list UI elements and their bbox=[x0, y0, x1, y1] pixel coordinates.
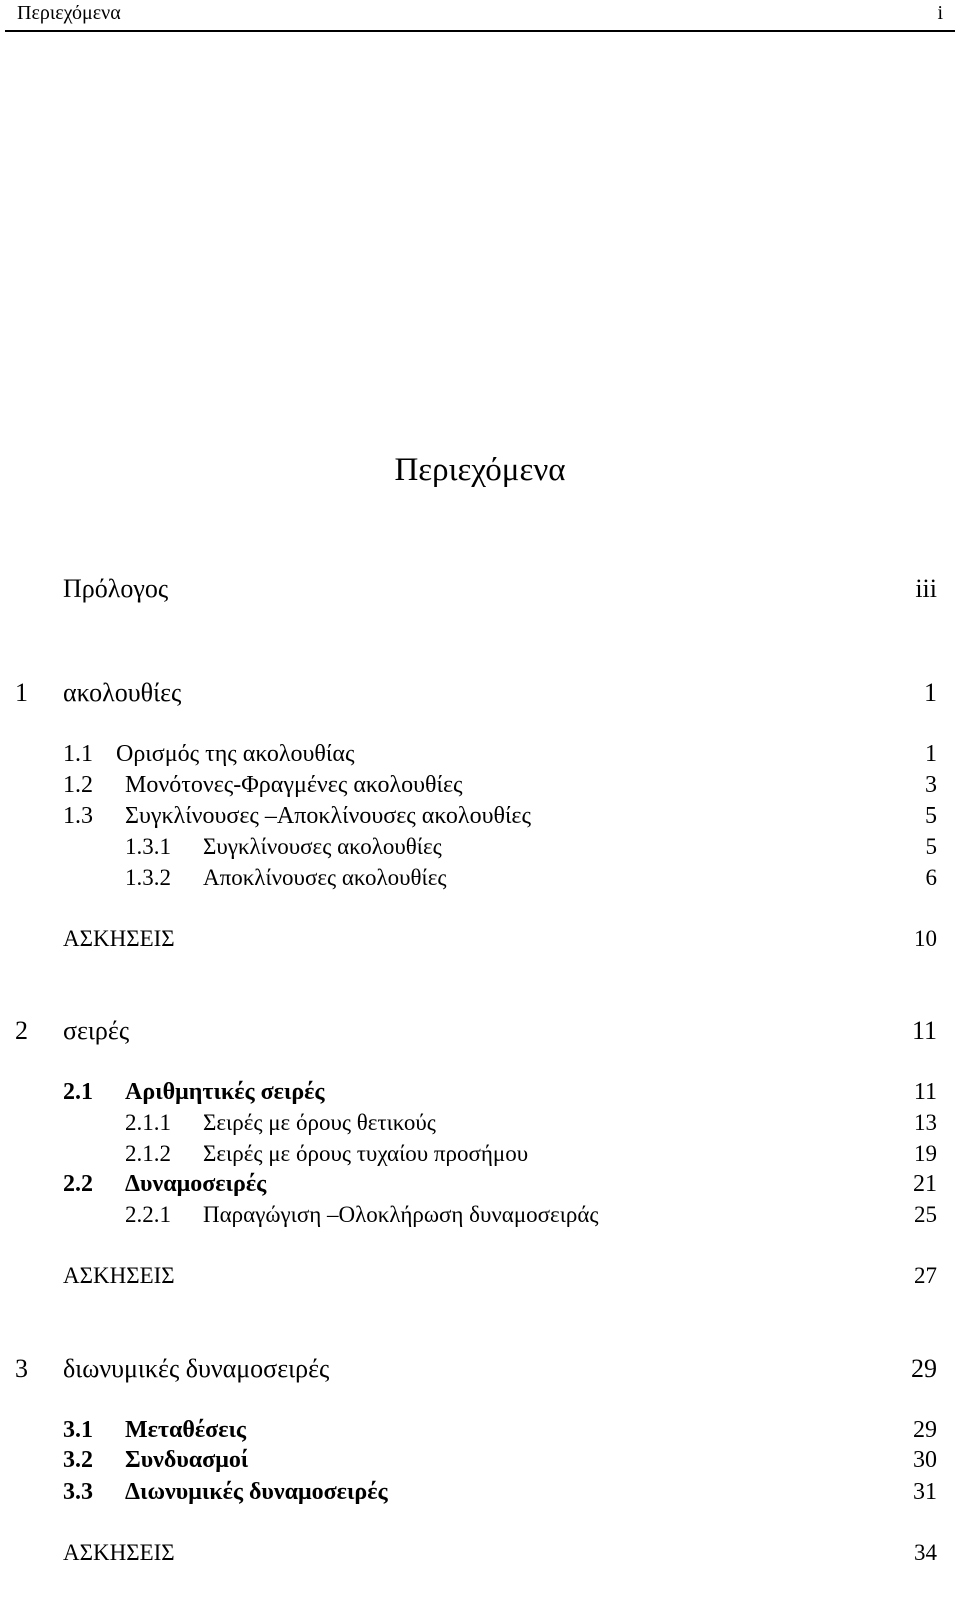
toc-section-3-1[interactable] bbox=[0, 1417, 960, 1449]
toc-subsection-1-3-2[interactable] bbox=[0, 865, 960, 897]
section-title: Αριθμητικές σειρές bbox=[125, 1079, 325, 1105]
section-number: 3.1 bbox=[63, 1417, 93, 1443]
subsection-number: 2.1.2 bbox=[125, 1141, 171, 1166]
section-page: 21 bbox=[913, 1171, 937, 1197]
subsection-title: Παραγώγιση –Ολοκλήρωση δυναμοσειράς bbox=[203, 1202, 599, 1227]
subsection-number: 2.1.1 bbox=[125, 1110, 171, 1135]
chapter-page: 1 bbox=[924, 678, 937, 707]
toc-chapter-1[interactable] bbox=[0, 678, 960, 710]
toc-entry-prologue[interactable] bbox=[0, 574, 960, 606]
chapter-number: 1 bbox=[15, 678, 28, 707]
toc-chapter-2[interactable] bbox=[0, 1016, 960, 1048]
subsection-title: Σειρές με όρους τυχαίου προσήμου bbox=[203, 1141, 529, 1166]
toc-section-3-2[interactable] bbox=[0, 1447, 960, 1479]
chapter-title: ακολουθίες bbox=[63, 678, 182, 707]
toc-section-1-2[interactable] bbox=[0, 772, 960, 804]
section-page: 31 bbox=[913, 1479, 937, 1505]
exercises-label: ΑΣΚΗΣΕΙΣ bbox=[63, 1263, 175, 1288]
subsection-number: 2.2.1 bbox=[125, 1202, 171, 1227]
subsection-page: 6 bbox=[925, 865, 937, 890]
section-title: Διωνυμικές δυναμοσειρές bbox=[125, 1479, 388, 1505]
toc-section-1-1[interactable] bbox=[0, 741, 960, 773]
subsection-page: 13 bbox=[914, 1110, 937, 1135]
toc-section-3-3[interactable] bbox=[0, 1479, 960, 1511]
toc-subsection-2-1-2[interactable] bbox=[0, 1141, 960, 1173]
toc-exercises-2[interactable] bbox=[0, 1263, 960, 1295]
toc-section-2-2[interactable] bbox=[0, 1171, 960, 1203]
toc-subsection-1-3-1[interactable] bbox=[0, 834, 960, 866]
chapter-title: διωνυμικές δυναμοσειρές bbox=[63, 1354, 330, 1383]
chapter-title: σειρές bbox=[63, 1016, 130, 1045]
subsection-title: Σειρές με όρους θετικούς bbox=[203, 1110, 436, 1135]
toc-section-1-3[interactable] bbox=[0, 803, 960, 835]
running-header-title: Περιεχόμενα bbox=[17, 2, 121, 24]
section-page: 3 bbox=[925, 772, 937, 798]
section-title: Συνδυασμοί bbox=[125, 1447, 249, 1473]
section-title: Μονότονες-Φραγμένες ακολουθίες bbox=[125, 772, 463, 798]
toc-exercises-3[interactable] bbox=[0, 1540, 960, 1572]
subsection-title: Αποκλίνουσες ακολουθίες bbox=[203, 865, 447, 890]
chapter-number: 3 bbox=[15, 1354, 28, 1383]
section-title: Ορισμός της ακολουθίας bbox=[116, 741, 355, 767]
subsection-page: 19 bbox=[914, 1141, 937, 1166]
section-title: Μεταθέσεις bbox=[125, 1417, 247, 1443]
page-title: Περιεχόμενα bbox=[394, 452, 566, 488]
section-number: 1.3 bbox=[63, 803, 93, 829]
section-number: 2.1 bbox=[63, 1079, 93, 1105]
section-title: Δυναμοσειρές bbox=[125, 1171, 267, 1197]
chapter-page: 29 bbox=[911, 1354, 937, 1383]
subsection-page: 25 bbox=[914, 1202, 937, 1227]
subsection-number: 1.3.2 bbox=[125, 865, 171, 890]
exercises-label: ΑΣΚΗΣΕΙΣ bbox=[63, 1540, 175, 1565]
section-title: Συγκλίνουσες –Αποκλίνουσες ακολουθίες bbox=[125, 803, 531, 829]
subsection-title: Συγκλίνουσες ακολουθίες bbox=[203, 834, 442, 859]
toc-entry-page: iii bbox=[915, 574, 937, 603]
subsection-page: 5 bbox=[925, 834, 937, 859]
toc-exercises-1[interactable] bbox=[0, 926, 960, 958]
section-page: 30 bbox=[913, 1447, 937, 1473]
toc-entry-label: Πρόλογος bbox=[63, 574, 169, 603]
chapter-number: 2 bbox=[15, 1016, 28, 1045]
section-page: 1 bbox=[925, 741, 937, 767]
section-number: 1.1 bbox=[63, 741, 93, 767]
toc-section-2-1[interactable] bbox=[0, 1079, 960, 1111]
section-page: 11 bbox=[913, 1079, 937, 1105]
exercises-page: 10 bbox=[914, 926, 937, 951]
toc-subsection-2-2-1[interactable] bbox=[0, 1202, 960, 1234]
section-page: 5 bbox=[925, 803, 937, 829]
section-page: 29 bbox=[913, 1417, 937, 1443]
section-number: 3.3 bbox=[63, 1479, 93, 1505]
running-header-page-number: i bbox=[937, 2, 943, 24]
section-number: 3.2 bbox=[63, 1447, 93, 1473]
exercises-label: ΑΣΚΗΣΕΙΣ bbox=[63, 926, 175, 951]
toc-subsection-2-1-1[interactable] bbox=[0, 1110, 960, 1142]
running-header bbox=[5, 0, 955, 32]
chapter-page: 11 bbox=[911, 1016, 937, 1045]
exercises-page: 27 bbox=[914, 1263, 937, 1288]
section-number: 2.2 bbox=[63, 1171, 93, 1197]
section-number: 1.2 bbox=[63, 772, 93, 798]
exercises-page: 34 bbox=[914, 1540, 937, 1565]
toc-chapter-3[interactable] bbox=[0, 1354, 960, 1386]
subsection-number: 1.3.1 bbox=[125, 834, 171, 859]
